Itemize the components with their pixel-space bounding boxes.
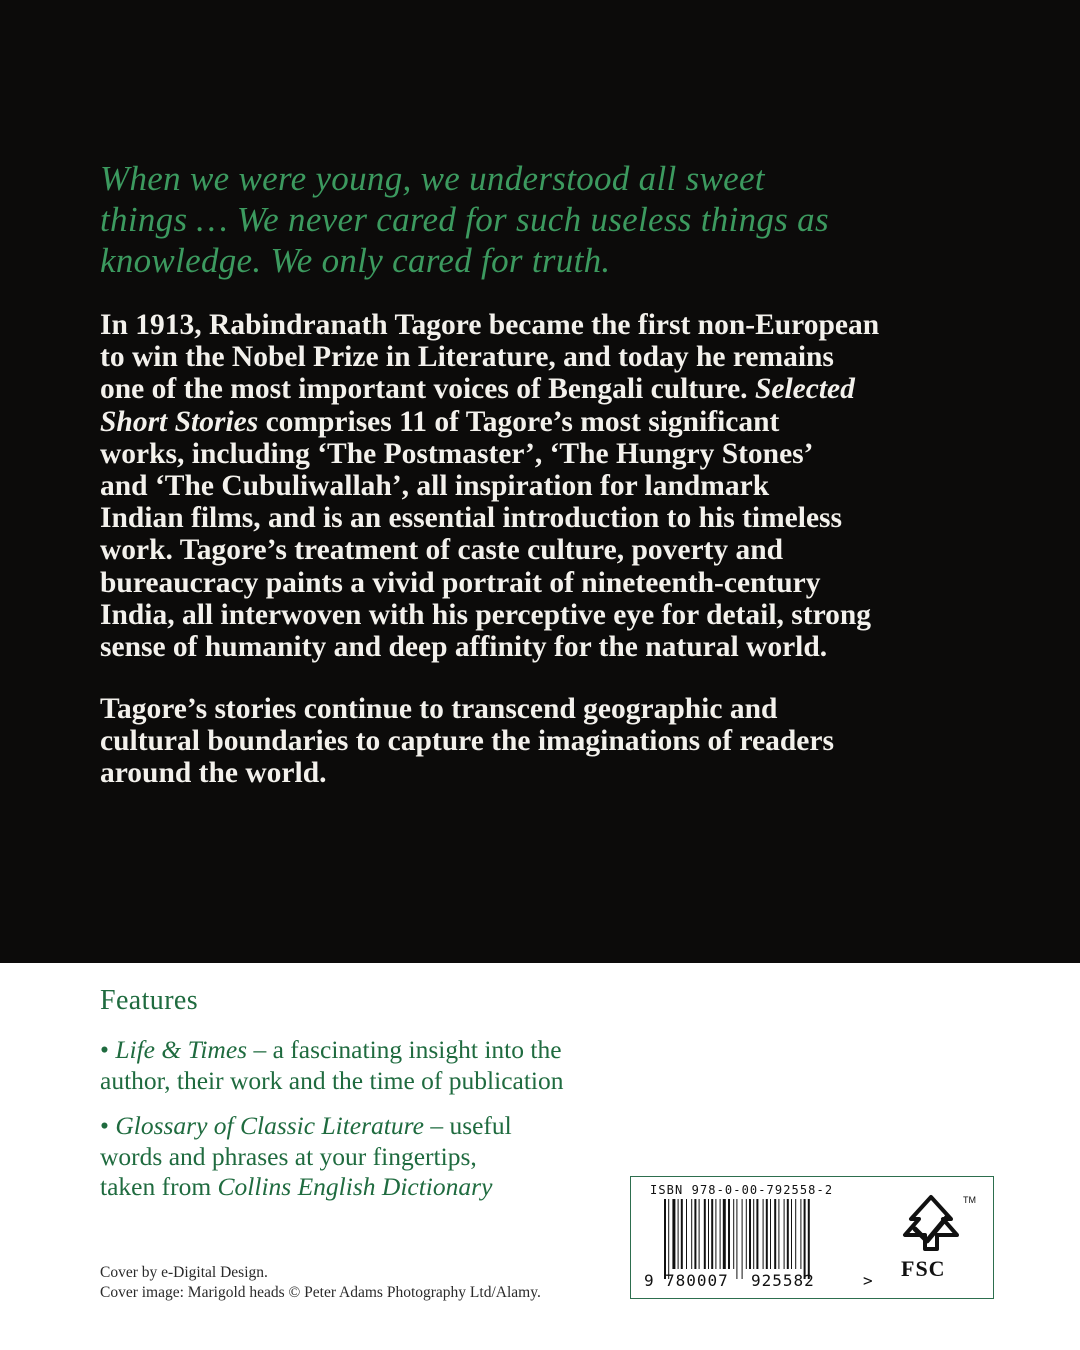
barcode-digits-right: 925582 [751,1271,815,1290]
quote-line: When we were young, we understood all sweet [100,159,765,198]
cover-design-credit: Cover by e-Digital Design. [100,1264,268,1281]
book-title-italic: Selected [754,373,855,406]
feature-name: Life & Times [115,1035,248,1064]
bullet: • [100,1035,109,1064]
barcode-icon [664,1199,864,1281]
feature-item-life-and-times: • Life & Times – a fascinating insight into the author, their work and the time of publication [100,1035,564,1095]
fsc-label: FSC [901,1256,946,1281]
features-heading: Features [100,985,199,1016]
quote-line: things … We never cared for such useless things as [100,200,829,239]
trademark-mark: TM [963,1195,976,1205]
description-paragraph-2: Tagore’s stories continue to transcend geographic and cultural boundaries to capture the imaginations of readers around the world. [100,693,834,790]
barcode-quiet-zone-marker: > [863,1271,874,1290]
feature-name: Glossary of Classic Literature [115,1111,424,1140]
isbn-number: ISBN 978-0-00-792558-2 [650,1183,834,1197]
isbn-barcode-box [630,1176,994,1299]
feature-item-glossary: • Glossary of Classic Literature – useful words and phrases at your fingertips, taken from Collins English Dictionary [100,1111,512,1201]
barcode-digit-first: 9 [644,1271,655,1290]
description-paragraph-1: In 1913, Rabindranath Tagore became the first non-European to win the Nobel Prize in Literature, and today he remains one of the most important voices of Bengali culture. Selected Short Stories comprises 11 of Tagore’s most significant works, including ‘The Postmaster’, ‘The Hungry Stones’ and ‘The Cubuliwallah’, all inspiration for landmark Indian films, and is an essential introduction to his timeless work. Tagore’s treatment of caste culture, poverty and bureaucracy paints a vivid portrait of nineteenth-century India, all interwoven with his perceptive eye for detail, strong sense of humanity and deep affinity for the natural world. [100,309,880,664]
book-title-italic: Short Stories [100,405,259,438]
fsc-tree-checkmark-icon [881,1191,981,1257]
epigraph-quote [100,158,1000,281]
barcode-digits-left: 780007 [665,1271,729,1290]
quote-line: knowledge. We only cared for truth. [100,241,611,280]
bullet: • [100,1111,109,1140]
dictionary-source: Collins English Dictionary [217,1172,493,1201]
cover-image-credit: Cover image: Marigold heads © Peter Adams Photography Ltd/Alamy. [100,1284,541,1301]
